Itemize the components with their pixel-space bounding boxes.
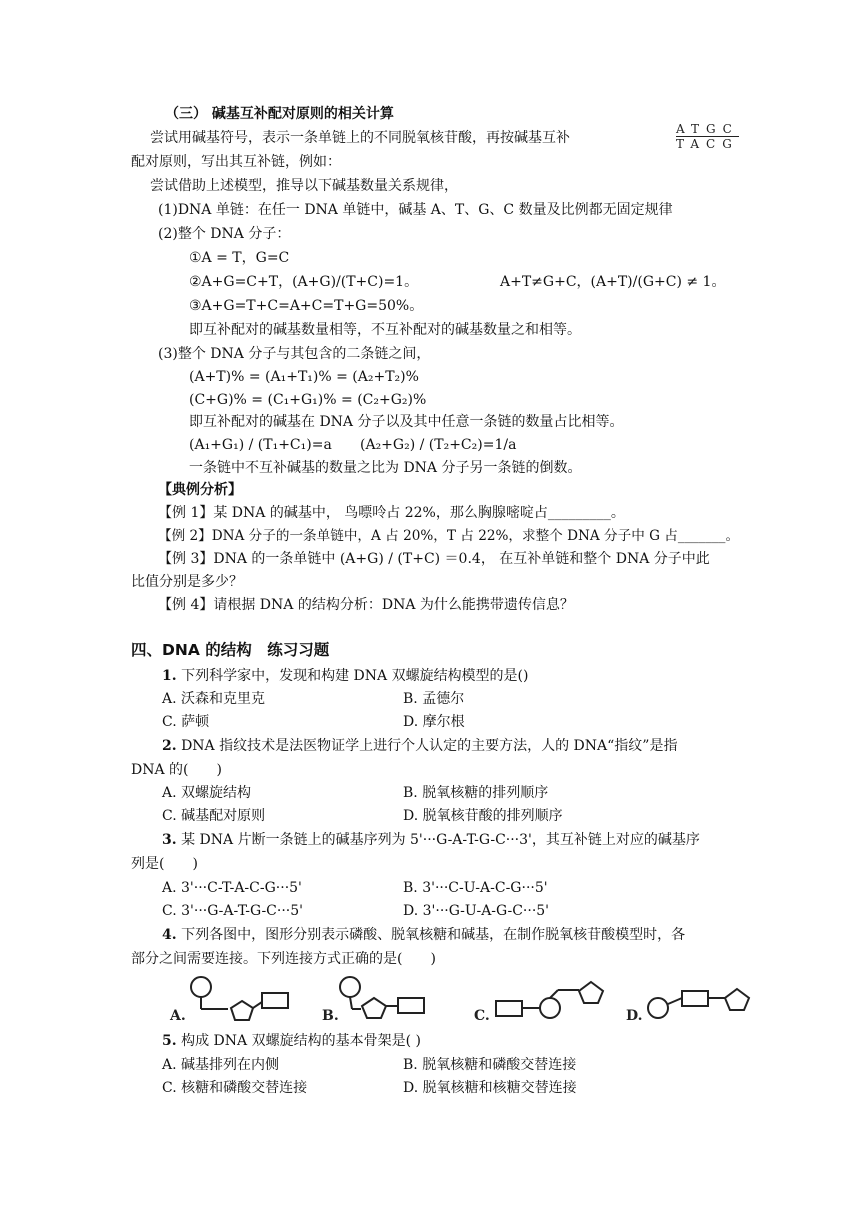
model-d — [648, 989, 749, 1018]
q5-option-c: C. 核糖和磷酸交替连接 — [162, 1080, 308, 1096]
q4-stem-2: 部分之间需要连接。下列连接方式正确的是( ) — [131, 951, 436, 967]
rule-2: (2)整个 DNA 分子： — [158, 226, 291, 242]
q1-option-c: C. 萨顿 — [162, 714, 210, 730]
example-1: 【例 1】某 DNA 的碱基中， 鸟嘌呤占 22%，那么胸腺嘧啶占_________。 — [158, 505, 625, 521]
q1-number: 1. — [162, 668, 177, 684]
rule-2b-left: ②A+G=C+T，(A+G)/(T+C)=1。 — [189, 274, 419, 290]
q2-option-b: B. 脱氧核糖的排列顺序 — [403, 785, 549, 801]
q5-text: 构成 DNA 双螺旋结构的基本骨架是( ) — [181, 1033, 421, 1049]
base-rectangle — [398, 998, 424, 1013]
rule-3a: (A+T)% = (A₁+T₁)% = (A₂+T₂)% — [189, 369, 419, 385]
base-rectangle — [682, 991, 708, 1006]
rule-2d: 即互补配对的碱基数量相等，不互补配对的碱基数量之和相等。 — [189, 322, 581, 338]
q5-option-d: D. 脱氧核糖和核糖交替连接 — [403, 1080, 577, 1096]
intro-line-2: 配对原则，写出其互补链，例如： — [131, 154, 341, 170]
base-rectangle — [262, 993, 288, 1008]
phosphate-circle — [648, 998, 668, 1018]
q2-option-d: D. 脱氧核苷酸的排列顺序 — [403, 808, 563, 824]
q3-stem — [162, 830, 700, 850]
q1-option-b: B. 孟德尔 — [403, 691, 465, 707]
q3-stem-2: 列是( ) — [131, 856, 198, 872]
deoxyribose-pentagon — [725, 989, 749, 1010]
model-a — [191, 977, 288, 1020]
q4-stem — [162, 925, 685, 945]
rule-2b-right: A+T≠G+C，(A+T)/(G+C) ≠ 1。 — [500, 274, 726, 290]
model-c-label: C. — [474, 1008, 490, 1024]
q2-option-a: A. 双螺旋结构 — [162, 785, 252, 801]
rule-2c: ③A+G=T+C=A+C=T+G=50%。 — [189, 298, 424, 314]
rule-3d-left: (A₁+G₁) / (T₁+C₁)=a — [189, 437, 332, 453]
rule-3b: (C+G)% = (C₁+G₁)% = (C₂+G₂)% — [189, 392, 427, 408]
example-3-line-2: 比值分别是多少？ — [131, 574, 243, 590]
q3-text: 某 DNA 片断一条链上的碱基序列为 5'···G-A-T-G-C···3'，其互补链上对应的碱基序 — [181, 832, 700, 848]
model-c — [496, 982, 603, 1018]
q3-option-a: A. 3'···C-T-A-C-G···5' — [162, 880, 302, 896]
q5-option-b: B. 脱氧核糖和磷酸交替连接 — [403, 1057, 577, 1073]
q1-text: 下列科学家中，发现和构建 DNA 双螺旋结构模型的是() — [181, 668, 529, 684]
q2-number: 2. — [162, 738, 177, 754]
q3-number: 3. — [162, 832, 177, 848]
strand-bottom: TACG — [676, 137, 739, 151]
intro-line-1: 尝试用碱基符号，表示一条单链上的不同脱氧核苷酸，再按碱基互补 — [150, 130, 570, 146]
deoxyribose-pentagon — [579, 982, 603, 1003]
q2-option-c: C. 碱基配对原则 — [162, 808, 266, 824]
example-3-line-1: 【例 3】DNA 的一条单链中 (A+G) / (T+C) ＝0.4， 在互补单链和整个 DNA 分子中此 — [158, 551, 710, 567]
nucleotide-models-figure — [160, 972, 760, 1028]
q1-option-d: D. 摩尔根 — [403, 714, 465, 730]
exercises-title: 四、DNA 的结构 练习习题 — [131, 641, 330, 659]
model-d-label: D. — [626, 1008, 643, 1024]
q5-option-a: A. 碱基排列在内侧 — [162, 1057, 280, 1073]
q2-text: DNA 指纹技术是法医物证学上进行个人认定的主要方法，人的 DNA“指纹”是指 — [181, 738, 678, 754]
q3-option-b: B. 3'···C-U-A-C-G···5' — [403, 880, 548, 896]
rule-2a: ①A = T，G=C — [189, 250, 290, 266]
q3-option-d: D. 3'···G-U-A-G-C···5' — [403, 903, 550, 919]
q5-stem — [162, 1031, 421, 1051]
phosphate-circle — [191, 977, 211, 997]
deoxyribose-pentagon — [231, 1001, 253, 1020]
q3-option-c: C. 3'···G-A-T-G-C···5' — [162, 903, 303, 919]
base-rectangle — [496, 1001, 522, 1016]
q2-stem — [162, 736, 677, 756]
rule-3: (3)整个 DNA 分子与其包含的二条链之间， — [158, 346, 431, 362]
q1-option-a: A. 沃森和克里克 — [162, 691, 266, 707]
q5-number: 5. — [162, 1033, 177, 1049]
rule-3e: 一条链中不互补碱基的数量之比为 DNA 分子另一条链的倒数。 — [189, 460, 582, 476]
q4-number: 4. — [162, 927, 177, 943]
base-pair-example — [676, 122, 739, 151]
intro-line-3: 尝试借助上述模型，推导以下碱基数量关系规律， — [150, 178, 458, 194]
phosphate-circle — [540, 998, 560, 1018]
strand-top: ATGC — [676, 122, 739, 136]
example-4: 【例 4】请根据 DNA 的结构分析：DNA 为什么能携带遗传信息？ — [158, 597, 574, 613]
deoxyribose-pentagon — [362, 998, 386, 1018]
phosphate-circle — [340, 977, 360, 997]
examples-title: 【典例分析】 — [158, 482, 242, 498]
rule-3c: 即互补配对的碱基在 DNA 分子以及其中任意一条链的数量占比相等。 — [189, 414, 624, 430]
model-a-label: A. — [170, 1008, 186, 1024]
rule-3d-right: (A₂+G₂) / (T₂+C₂)=1/a — [360, 437, 517, 453]
example-2: 【例 2】DNA 分子的一条单链中，A 占 20%，T 占 22%，求整个 DNA 分子中 G 占_______。 — [158, 528, 740, 544]
q1-stem — [162, 666, 529, 686]
q2-stem-2: DNA 的( ) — [131, 762, 222, 778]
model-b — [340, 977, 424, 1018]
rule-1: (1)DNA 单链：在任一 DNA 单链中，碱基 A、T、G、C 数量及比例都无固定规律 — [158, 202, 673, 218]
model-b-label: B. — [322, 1008, 339, 1024]
q4-text: 下列各图中，图形分别表示磷酸、脱氧核糖和碱基，在制作脱氧核苷酸模型时，各 — [181, 927, 686, 943]
section-title: （三） 碱基互补配对原则的相关计算 — [165, 106, 394, 122]
